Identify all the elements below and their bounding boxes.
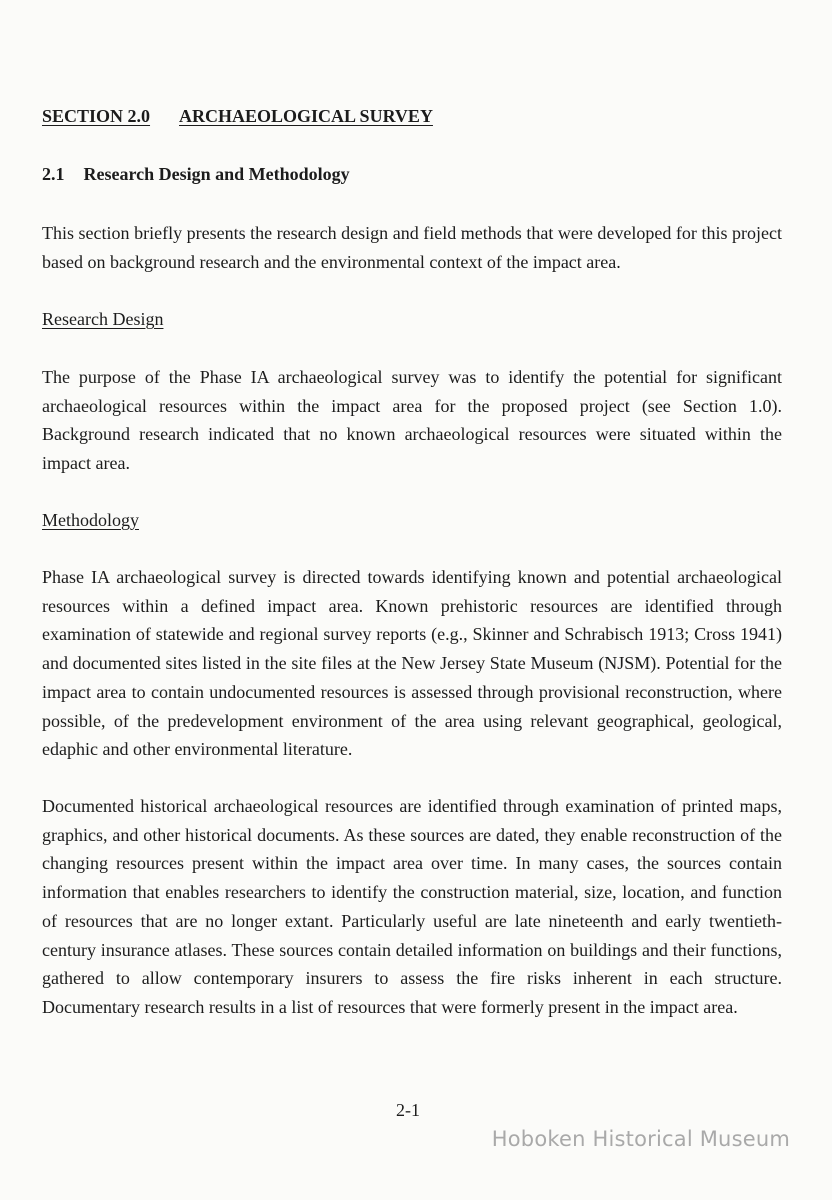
- methodology-paragraph-1: Phase IA archaeological survey is directed towards identifying known and potential archaeological resources within a defined impact area. Known prehistoric resources are identified through examination of statewide and regional survey reports (e.g., Skinner and Schrabisch 1913; Cross 1941) and documented sites listed in the site files at the New Jersey State Museum (NJSM). Potential for the impact area to contain undocumented resources is assessed through provisional reconstruction, where possible, of the predevelopment environment of the area using relevant geographical, geological, edaphic and other environmental literature.: [42, 567, 782, 760]
- methodology-paragraph-2: Documented historical archaeological resources are identified through examination of printed maps, graphics, and other historical documents. As these sources are dated, they enable reconstruction of the changing resources present within the impact area over time. In many cases, the sources contain information that enables researchers to identify the construction material, size, location, and function of resources that are no longer extant. Particularly useful are late nineteenth and early twentieth-century insurance atlases. These sources contain detailed information on buildings and their functions, gathered to allow contemporary insurers to assess the fire risks inherent in each structure. Documentary research results in a list of resources that were formerly present in the impact area.: [42, 796, 782, 1017]
- research-design-paragraph: The purpose of the Phase IA archaeological survey was to identify the potential for significant archaeological resources within the impact area for the proposed project (see Section 1.0). Background research indicated that no known archaeological resources were situated within the impact area.: [42, 367, 782, 474]
- research-design-heading: Research Design: [42, 309, 164, 329]
- museum-watermark: Hoboken Historical Museum: [491, 1127, 790, 1151]
- section-number: SECTION 2.0: [42, 106, 151, 126]
- section-heading: [42, 104, 433, 128]
- section-title: ARCHAEOLOGICAL SURVEY: [179, 106, 433, 126]
- subsection-title: Research Design and Methodology: [83, 164, 350, 184]
- methodology-heading: Methodology: [42, 510, 139, 530]
- page-number: 2-1: [396, 1100, 420, 1120]
- document-page: [42, 0, 782, 1200]
- intro-paragraph: This section briefly presents the research design and field methods that were developed for this project based on background research and the environmental context of the impact area.: [42, 223, 782, 272]
- subsection-number: 2.1: [42, 164, 65, 184]
- subsection-heading: [42, 162, 350, 186]
